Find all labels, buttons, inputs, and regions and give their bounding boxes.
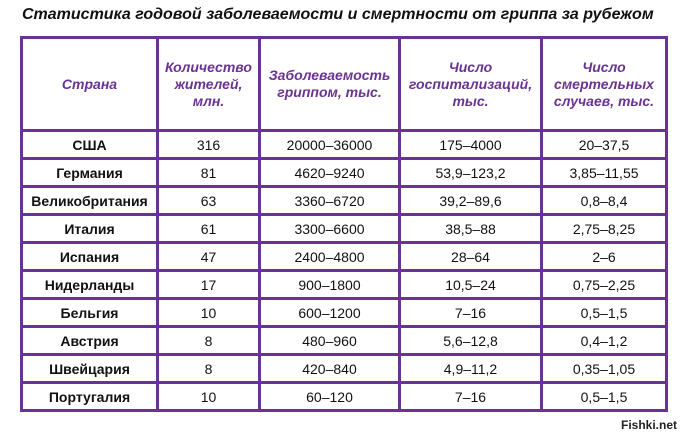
table-row	[22, 355, 667, 383]
cell-country: Италия	[22, 215, 158, 243]
cell-hospitalizations: 175–4000	[400, 131, 542, 159]
table-row	[22, 383, 667, 411]
cell-population: 8	[158, 355, 260, 383]
header-hospitalizations: Число госпитализаций, тыс.	[400, 38, 542, 131]
table-row	[22, 187, 667, 215]
cell-deaths: 0,75–2,25	[542, 271, 667, 299]
cell-country: Испания	[22, 243, 158, 271]
table-row	[22, 131, 667, 159]
cell-hospitalizations: 38,5–88	[400, 215, 542, 243]
cell-population: 17	[158, 271, 260, 299]
cell-population: 10	[158, 383, 260, 411]
cell-deaths: 2–6	[542, 243, 667, 271]
cell-hospitalizations: 53,9–123,2	[400, 159, 542, 187]
header-country: Страна	[22, 38, 158, 131]
cell-country: Швейцария	[22, 355, 158, 383]
cell-population: 10	[158, 299, 260, 327]
cell-incidence: 420–840	[260, 355, 400, 383]
cell-deaths: 0,8–8,4	[542, 187, 667, 215]
cell-deaths: 0,35–1,05	[542, 355, 667, 383]
cell-incidence: 900–1800	[260, 271, 400, 299]
page-title: Статистика годовой заболеваемости и смертности от гриппа за рубежом	[22, 6, 654, 23]
cell-population: 81	[158, 159, 260, 187]
cell-country: Португалия	[22, 383, 158, 411]
cell-incidence: 60–120	[260, 383, 400, 411]
cell-deaths: 0,5–1,5	[542, 299, 667, 327]
watermark: Fishki.net	[620, 418, 677, 432]
table-row	[22, 159, 667, 187]
cell-population: 61	[158, 215, 260, 243]
cell-population: 316	[158, 131, 260, 159]
cell-hospitalizations: 4,9–11,2	[400, 355, 542, 383]
cell-incidence: 20000–36000	[260, 131, 400, 159]
cell-incidence: 3360–6720	[260, 187, 400, 215]
cell-incidence: 600–1200	[260, 299, 400, 327]
header-incidence: Заболеваемость гриппом, тыс.	[260, 38, 400, 131]
cell-deaths: 3,85–11,55	[542, 159, 667, 187]
cell-population: 63	[158, 187, 260, 215]
cell-incidence: 2400–4800	[260, 243, 400, 271]
cell-hospitalizations: 7–16	[400, 383, 542, 411]
table-row	[22, 327, 667, 355]
cell-population: 47	[158, 243, 260, 271]
table-row	[22, 215, 667, 243]
cell-country: Нидерланды	[22, 271, 158, 299]
cell-hospitalizations: 5,6–12,8	[400, 327, 542, 355]
cell-country: Великобритания	[22, 187, 158, 215]
cell-deaths: 2,75–8,25	[542, 215, 667, 243]
cell-deaths: 20–37,5	[542, 131, 667, 159]
cell-population: 8	[158, 327, 260, 355]
table-row	[22, 299, 667, 327]
cell-hospitalizations: 28–64	[400, 243, 542, 271]
cell-hospitalizations: 39,2–89,6	[400, 187, 542, 215]
cell-country: Германия	[22, 159, 158, 187]
cell-incidence: 480–960	[260, 327, 400, 355]
cell-country: США	[22, 131, 158, 159]
table-body	[22, 131, 667, 411]
cell-incidence: 3300–6600	[260, 215, 400, 243]
cell-incidence: 4620–9240	[260, 159, 400, 187]
cell-deaths: 0,5–1,5	[542, 383, 667, 411]
cell-country: Бельгия	[22, 299, 158, 327]
cell-deaths: 0,4–1,2	[542, 327, 667, 355]
cell-hospitalizations: 7–16	[400, 299, 542, 327]
table-row	[22, 271, 667, 299]
cell-country: Австрия	[22, 327, 158, 355]
header-row	[22, 38, 667, 131]
header-population: Количество жителей, млн.	[158, 38, 260, 131]
flu-statistics-table	[20, 36, 668, 412]
cell-hospitalizations: 10,5–24	[400, 271, 542, 299]
table-row	[22, 243, 667, 271]
header-deaths: Число смертельных случаев, тыс.	[542, 38, 667, 131]
